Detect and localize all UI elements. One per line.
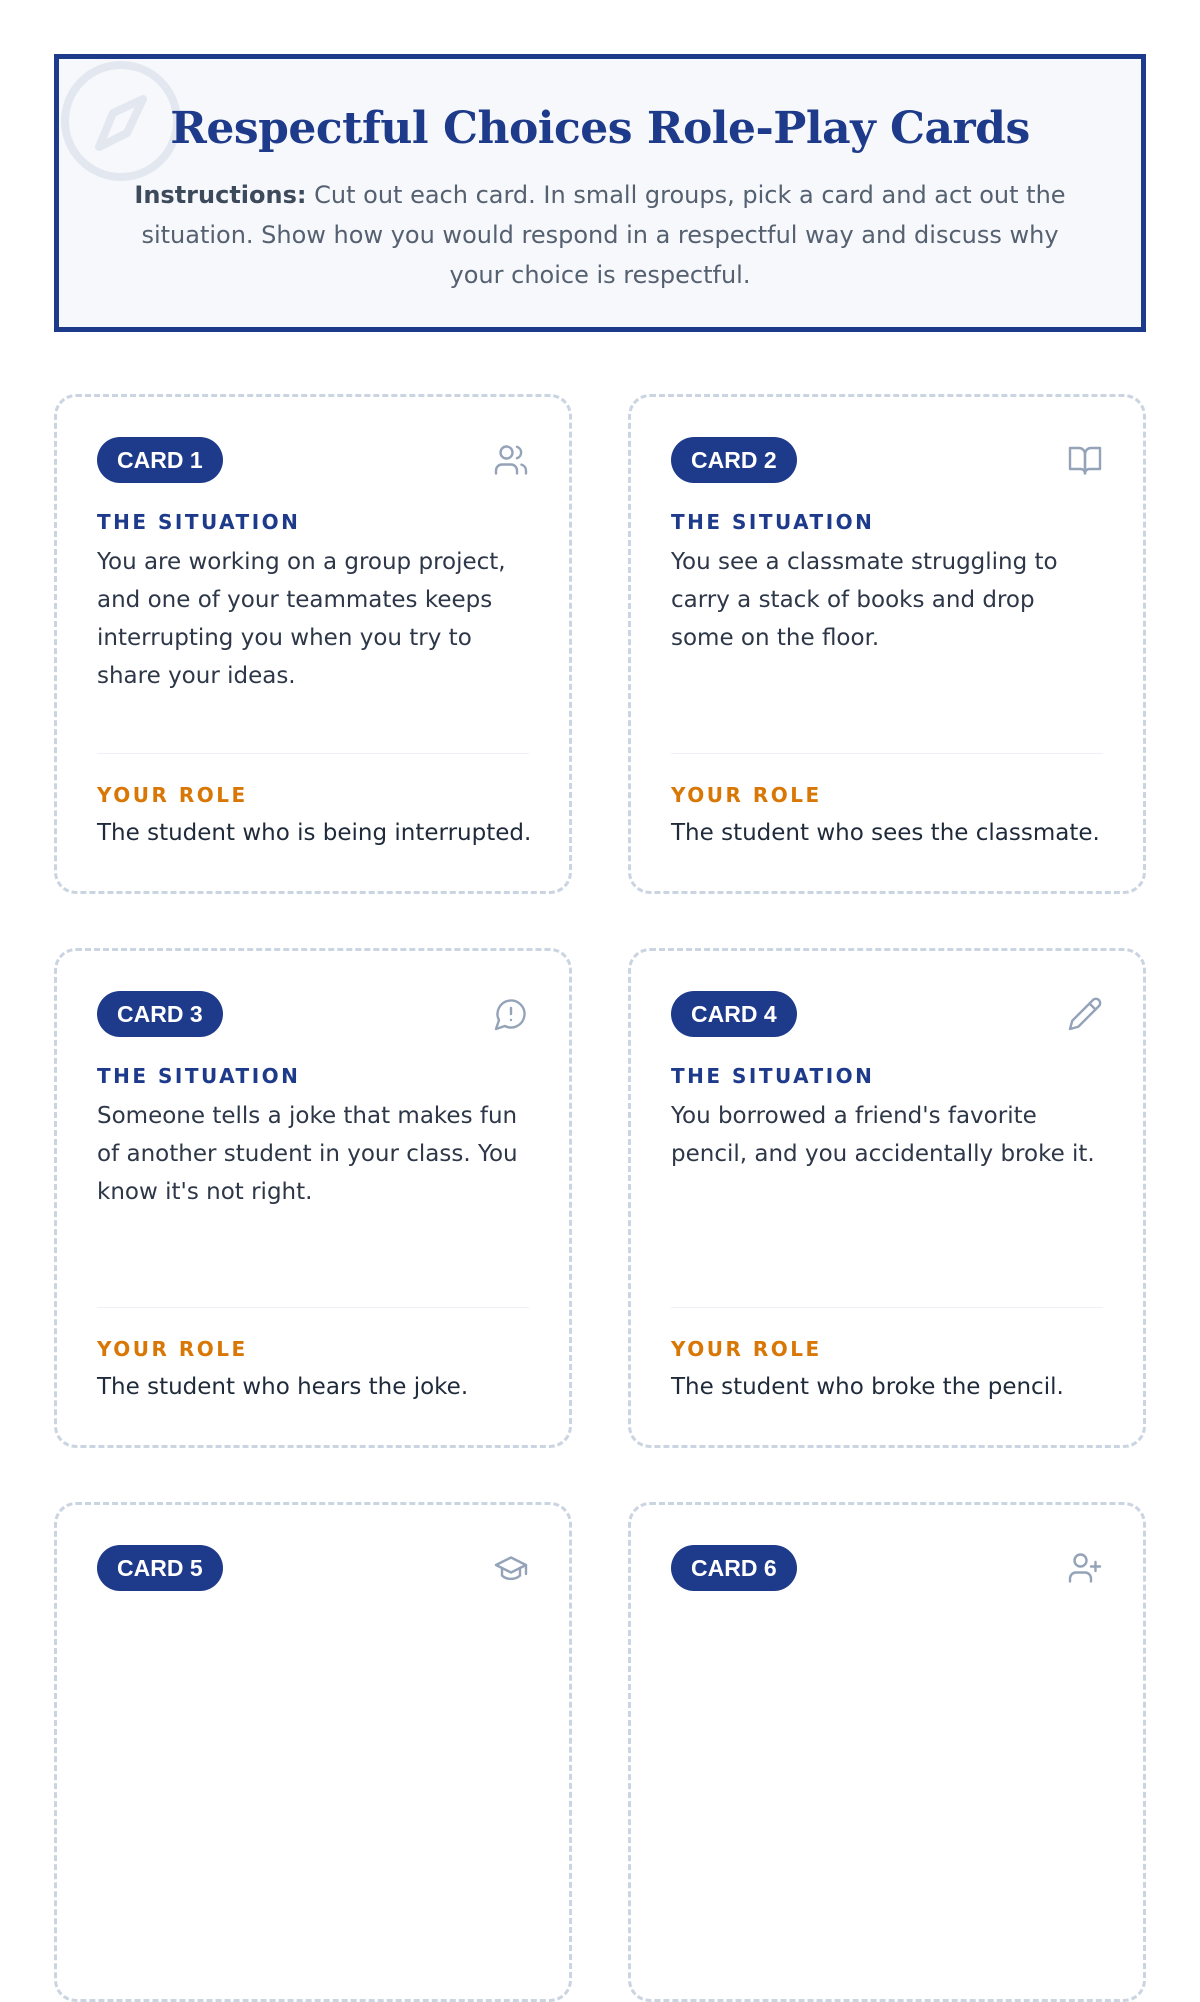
card-badge: CARD 4 [671, 991, 797, 1037]
graduation-cap-icon [493, 1550, 529, 1586]
situation-label: THE SITUATION [671, 510, 875, 534]
card-badge: CARD 3 [97, 991, 223, 1037]
situation-text: You are working on a group project, and one of your teammates keeps interrupting you when you try to share your ideas. [97, 549, 506, 689]
page-title: Respectful Choices Role-Play Cards [170, 103, 1030, 154]
card [54, 1502, 572, 2002]
instructions-text: Cut out each card. In small groups, pick a card and act out the situation. Show how you would respond in a respectful way and discuss why your choice is respectful. [141, 181, 1066, 289]
role-text: The student who broke the pencil. [671, 1374, 1064, 1400]
role-text: The student who is being interrupted. [97, 820, 532, 846]
divider [671, 753, 1103, 754]
users-icon [493, 442, 529, 478]
card [628, 948, 1146, 1448]
card-badge: CARD 1 [97, 437, 223, 483]
user-plus-icon [1067, 1550, 1103, 1586]
situation-text: Someone tells a joke that makes fun of another student in your class. You know it's not right. [97, 1103, 518, 1205]
pencil-icon [1067, 996, 1103, 1032]
header-panel [54, 54, 1146, 332]
role-label: YOUR ROLE [97, 1337, 248, 1361]
situation-text: You see a classmate struggling to carry a stack of books and drop some on the floor. [671, 549, 1058, 651]
role-label: YOUR ROLE [671, 783, 822, 807]
card-badge: CARD 6 [671, 1545, 797, 1591]
card [628, 394, 1146, 894]
divider [97, 1307, 529, 1308]
situation-text: You borrowed a friend's favorite pencil, and you accidentally broke it. [671, 1103, 1095, 1167]
role-text: The student who hears the joke. [97, 1374, 469, 1400]
divider [97, 753, 529, 754]
book-icon [1067, 442, 1103, 478]
instructions-label: Instructions: [134, 181, 307, 209]
situation-label: THE SITUATION [97, 510, 301, 534]
role-label: YOUR ROLE [97, 783, 248, 807]
card [54, 948, 572, 1448]
card [54, 394, 572, 894]
role-text: The student who sees the classmate. [671, 820, 1100, 846]
situation-label: THE SITUATION [97, 1064, 301, 1088]
instructions [115, 175, 1085, 295]
role-label: YOUR ROLE [671, 1337, 822, 1361]
card-badge: CARD 2 [671, 437, 797, 483]
divider [671, 1307, 1103, 1308]
card-badge: CARD 5 [97, 1545, 223, 1591]
card [628, 1502, 1146, 2002]
message-alert-icon [493, 996, 529, 1032]
situation-label: THE SITUATION [671, 1064, 875, 1088]
